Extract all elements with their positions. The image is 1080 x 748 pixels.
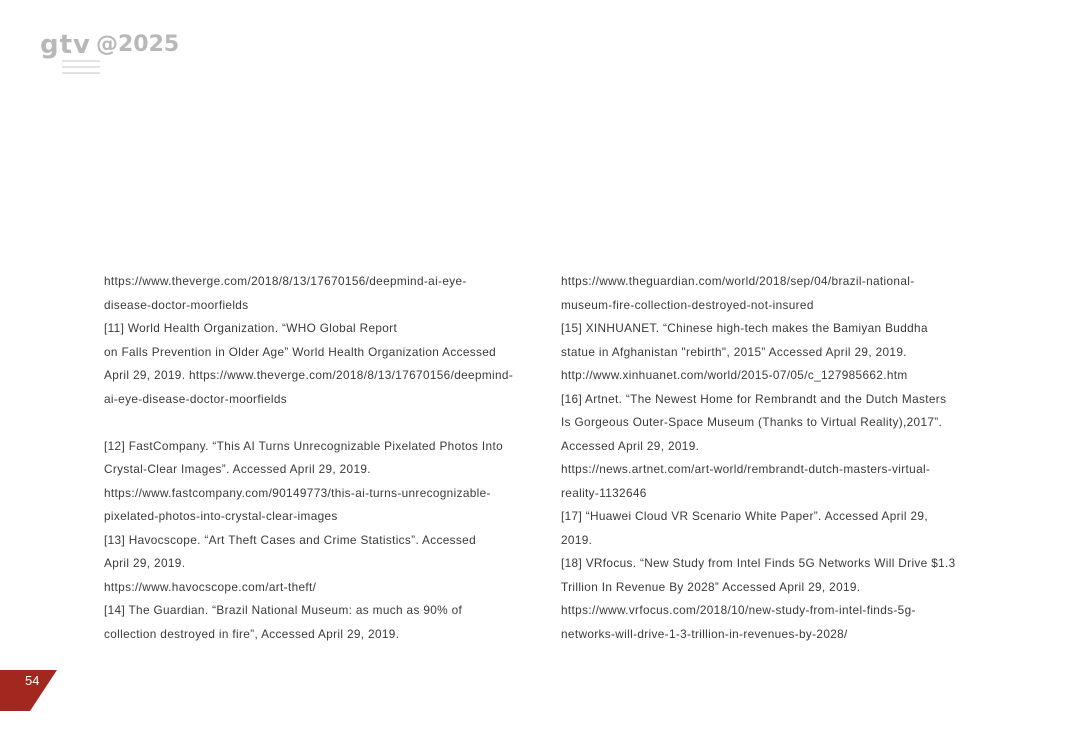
reference-line: https://www.fastcompany.com/90149773/this-ai-turns-unrecognizable- xyxy=(104,485,491,500)
references-right-column xyxy=(561,270,997,646)
reference-line: https://www.theguardian.com/world/2018/sep/04/brazil-national- xyxy=(561,274,915,288)
reference-line: museum-fire-collection-destroyed-not-insured xyxy=(561,297,814,312)
reference-line: [16] Artnet. “The Newest Home for Rembrandt and the Dutch Masters xyxy=(561,391,947,406)
references-left-column xyxy=(104,270,540,646)
reference-line: Accessed April 29, 2019. xyxy=(561,438,700,453)
reference-line: Trillion In Revenue By 2028” Accessed April 29, 2019. xyxy=(561,579,861,594)
reference-line: 2019. xyxy=(561,532,593,547)
reference-line: https://www.vrfocus.com/2018/10/new-study-from-intel-finds-5g- xyxy=(561,603,916,617)
reference-line: [11] World Health Organization. “WHO Global Report xyxy=(104,321,398,335)
reference-line: ai-eye-disease-doctor-moorfields xyxy=(104,391,287,406)
reference-line: pixelated-photos-into-crystal-clear-images xyxy=(104,509,338,523)
reference-spacer xyxy=(104,411,540,435)
reference-line: statue in Afghanistan "rebirth", 2015” Accessed April 29, 2019. xyxy=(561,344,907,359)
reference-line: on Falls Prevention in Older Age” World Health Organization Accessed xyxy=(104,344,497,359)
reference-line: [14] The Guardian. “Brazil National Museum: as much as 90% of xyxy=(104,603,463,617)
reference-line: reality-1132646 xyxy=(561,485,647,500)
reference-line: https://www.theverge.com/2018/8/13/17670156/deepmind-ai-eye- xyxy=(104,274,467,288)
logo-mark-text: gtv xyxy=(40,30,91,60)
reference-line: Crystal-Clear Images”. Accessed April 29, 2019. xyxy=(104,462,371,476)
reference-line: [17] “Huawei Cloud VR Scenario White Paper”. Accessed April 29, xyxy=(561,509,928,523)
reference-line: collection destroyed in fire”, Accessed April 29, 2019. xyxy=(104,626,400,641)
reference-line: April 29, 2019. https://www.theverge.com/2018/8/13/17670156/deepmind- xyxy=(104,368,514,382)
logo-tagline-lines xyxy=(62,60,100,78)
reference-line: [12] FastCompany. “This AI Turns Unrecognizable Pixelated Photos Into xyxy=(104,438,503,453)
page-number-tab xyxy=(0,670,57,711)
reference-line: [15] XINHUANET. “Chinese high-tech makes the Bamiyan Buddha xyxy=(561,321,928,335)
reference-line: [13] Havocscope. “Art Theft Cases and Crime Statistics”. Accessed xyxy=(104,532,476,547)
reference-line: April 29, 2019. xyxy=(104,556,186,570)
logo-mark xyxy=(40,30,92,80)
logo-year: @2025 xyxy=(96,32,180,57)
reference-line: networks-will-drive-1-3-trillion-in-revenues-by-2028/ xyxy=(561,626,848,641)
brand-logo xyxy=(40,30,179,80)
reference-line: http://www.xinhuanet.com/world/2015-07/05/c_127985662.htm xyxy=(561,368,908,382)
reference-line: https://www.havocscope.com/art-theft/ xyxy=(104,579,317,594)
reference-line: [18] VRfocus. “New Study from Intel Finds 5G Networks Will Drive $1.3 xyxy=(561,556,956,570)
page-number: 54 xyxy=(25,673,40,688)
reference-line: Is Gorgeous Outer-Space Museum (Thanks to Virtual Reality),2017”. xyxy=(561,415,943,429)
reference-line: https://news.artnet.com/art-world/rembrandt-dutch-masters-virtual- xyxy=(561,462,931,476)
reference-line: disease-doctor-moorfields xyxy=(104,297,249,312)
